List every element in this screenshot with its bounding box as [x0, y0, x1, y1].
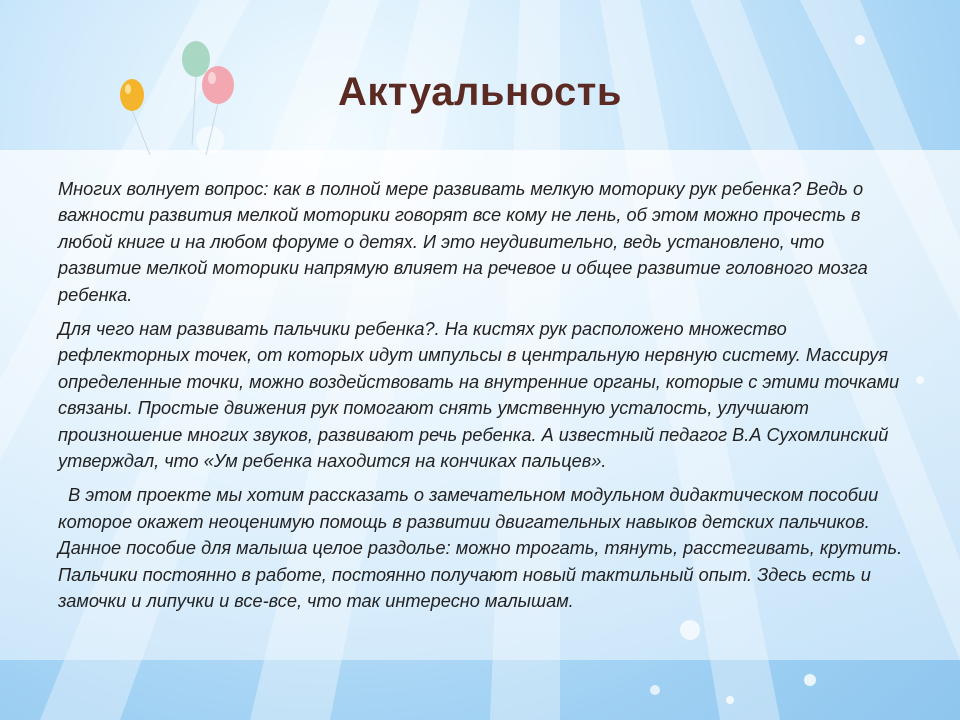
- paragraph-2: Для чего нам развивать пальчики ребенка?. На кистях рук расположено множество рефлекторных точек, от которых идут импульсы в центральную нервную систему. Массируя определенные точки, можно воздействовать на внутренние органы, которые с этими точками связаны. Простые движения рук помогают снять умственную усталость, улучшают произношение многих звуков, развивают речь ребенка. А известный педагог В.А Сухомлинский утверждал, что «Ум ребенка находится на кончиках пальцев».: [58, 319, 900, 472]
- body-text: [58, 176, 908, 623]
- slide-title: Актуальность: [338, 70, 622, 114]
- paragraph-3: В этом проекте мы хотим рассказать о замечательном модульном дидактическом пособии которое окажет неоценимую помощь в развитии двигательных навыков детских пальчиков. Данное пособие для малыша целое раздолье: можно трогать, тянуть, расстегивать, крутить. Пальчики постоянно в работе, постоянно получают новый тактильный опыт. Здесь есть и замочки и липучки и все-все, что так интересно малышам.: [58, 485, 908, 612]
- paragraph-1: Многих волнует вопрос: как в полной мере развивать мелкую моторику рук ребенка? Ведь о важности развития мелкой моторики говорят все кому не лень, об этом можно прочесть в любой книге и на любом форуме о детях. И это неудивительно, ведь установлено, что развитие мелкой моторики напрямую влияет на речевое и общее развитие головного мозга ребенка.: [58, 179, 868, 305]
